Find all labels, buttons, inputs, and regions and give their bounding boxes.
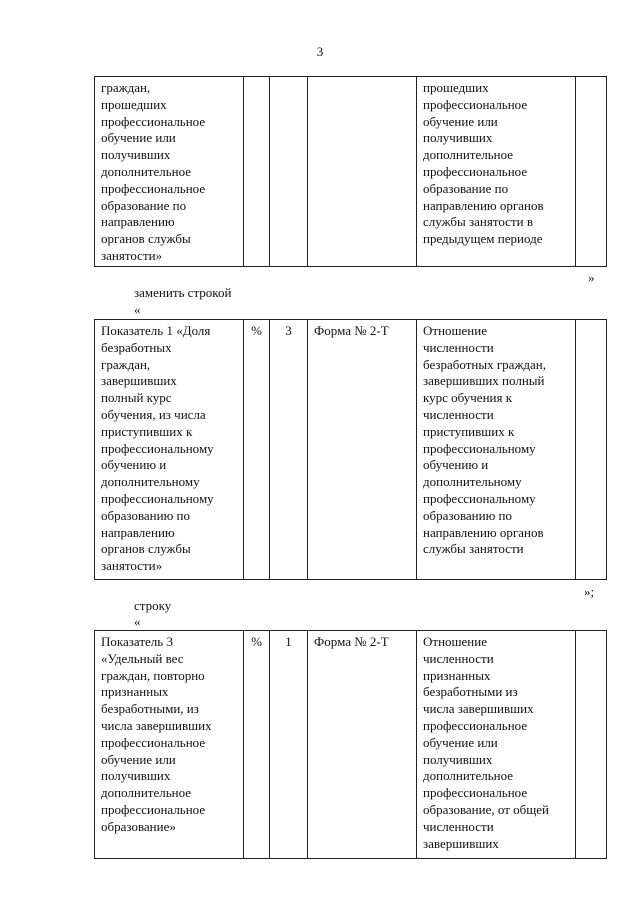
unit-cell: %: [244, 631, 270, 859]
table-fragment-1: [94, 76, 607, 267]
description-cell: Отношение численности безработных граждан, завершивших полный курс обучения к численности приступивших к профессиональному обучению и дополнительному профессиональному образованию по направлению органов службы занятости: [417, 320, 576, 580]
table-fragment-2: [94, 319, 607, 580]
table-row: [95, 631, 607, 859]
opening-quote: «: [134, 614, 141, 629]
source-cell: Форма № 2-Т: [308, 320, 417, 580]
opening-quote: «: [134, 302, 141, 317]
extra-cell: [576, 77, 607, 267]
table-row: [95, 320, 607, 580]
indicator-cell: Показатель 3 «Удельный вес граждан, повторно признанных безработными, из числа завершивших профессиональное обучение или получивших дополнительное профессиональное образование»: [95, 631, 244, 859]
source-cell: [308, 77, 417, 267]
unit-cell: %: [244, 320, 270, 580]
description-cell: прошедших профессиональное обучение или получивших дополнительное профессиональное образование по направлению органов службы занятости в предыдущем периоде: [417, 77, 576, 267]
source-cell: Форма № 2-Т: [308, 631, 417, 859]
line-word: строку: [134, 598, 172, 613]
value-cell: 3: [270, 320, 308, 580]
page-number: 3: [316, 44, 324, 59]
value-cell: 1: [270, 631, 308, 859]
closing-quote-semicolon: »;: [584, 584, 595, 599]
replace-instruction: заменить строкой: [134, 285, 232, 300]
indicator-cell: граждан, прошедших профессиональное обучение или получивших дополнительное профессиональное образование по направлению органов службы занятости»: [95, 77, 244, 267]
description-cell: Отношение численности признанных безработными из числа завершивших профессиональное обучение или получивших дополнительное профессиональное образование, от общей численности завершивших: [417, 631, 576, 859]
indicator-cell: Показатель 1 «Доля безработных граждан, завершивших полный курс обучения, из числа приступивших к профессиональному обучению и дополнительному профессиональному образованию по направлению органов службы занятости»: [95, 320, 244, 580]
table-fragment-3: [94, 630, 607, 859]
unit-cell: [244, 77, 270, 267]
value-cell: [270, 77, 308, 267]
table-row: [95, 77, 607, 267]
extra-cell: [576, 631, 607, 859]
closing-quote: »: [588, 270, 595, 285]
extra-cell: [576, 320, 607, 580]
